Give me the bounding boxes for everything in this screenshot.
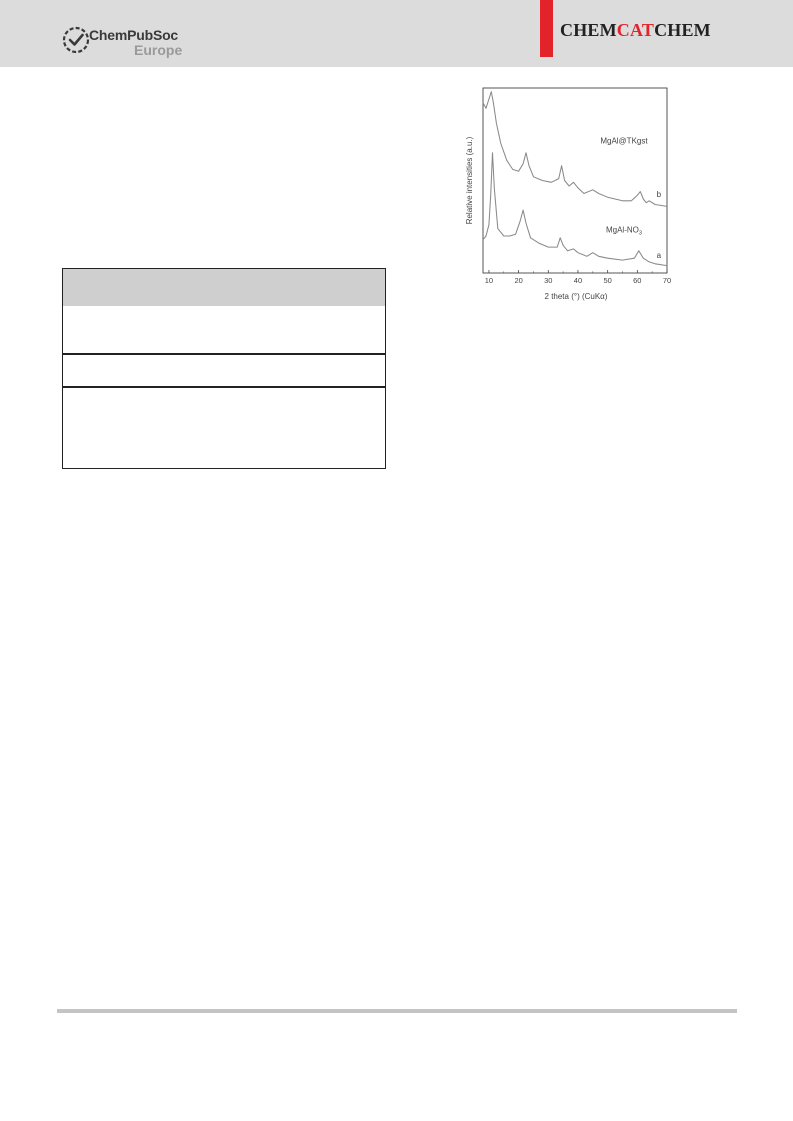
journal-accent-bar [540,0,553,57]
annotation-subscript: 3 [638,230,642,237]
journal-title-part-1: CHEM [560,20,617,40]
series-line-mgal-no3 [483,153,667,266]
publisher-region: Europe [134,42,183,58]
journal-header [0,0,793,67]
series-line-mgal-tkgst [483,92,667,207]
x-tick-label: 50 [603,276,612,285]
table-frame [62,268,386,469]
table-rule [63,386,385,388]
x-tick-label: 70 [662,276,672,285]
x-tick-label: 10 [484,276,494,285]
xrd-chart [462,84,672,310]
series-annotation: b [656,190,662,200]
series-annotation: MgAl@TKgst [600,136,648,146]
journal-title-part-2: CAT [616,20,655,40]
series-annotation: a [656,251,662,261]
publisher-name: ChemPubSoc [89,27,179,43]
chempubsoc-seal-icon [62,26,90,54]
x-tick-label: 40 [573,276,583,285]
x-tick-label: 30 [544,276,553,285]
xrd-figure [462,84,672,310]
x-axis-label: 2 theta (°) (CuKα) [544,292,608,301]
series-annotation: MgAl-$NO_3$ [605,225,642,237]
table-header-row [63,269,385,306]
table-rule [63,353,385,355]
chempubsoc-logo [62,24,212,58]
plot-frame [483,88,667,273]
footer-rule [57,1009,737,1013]
x-tick-label: 60 [633,276,642,285]
journal-title-part-3: CHEM [654,20,711,40]
journal-title [560,20,711,41]
x-tick-label: 20 [514,276,523,285]
y-axis-label: Relative intensities (a.u.) [465,136,474,225]
